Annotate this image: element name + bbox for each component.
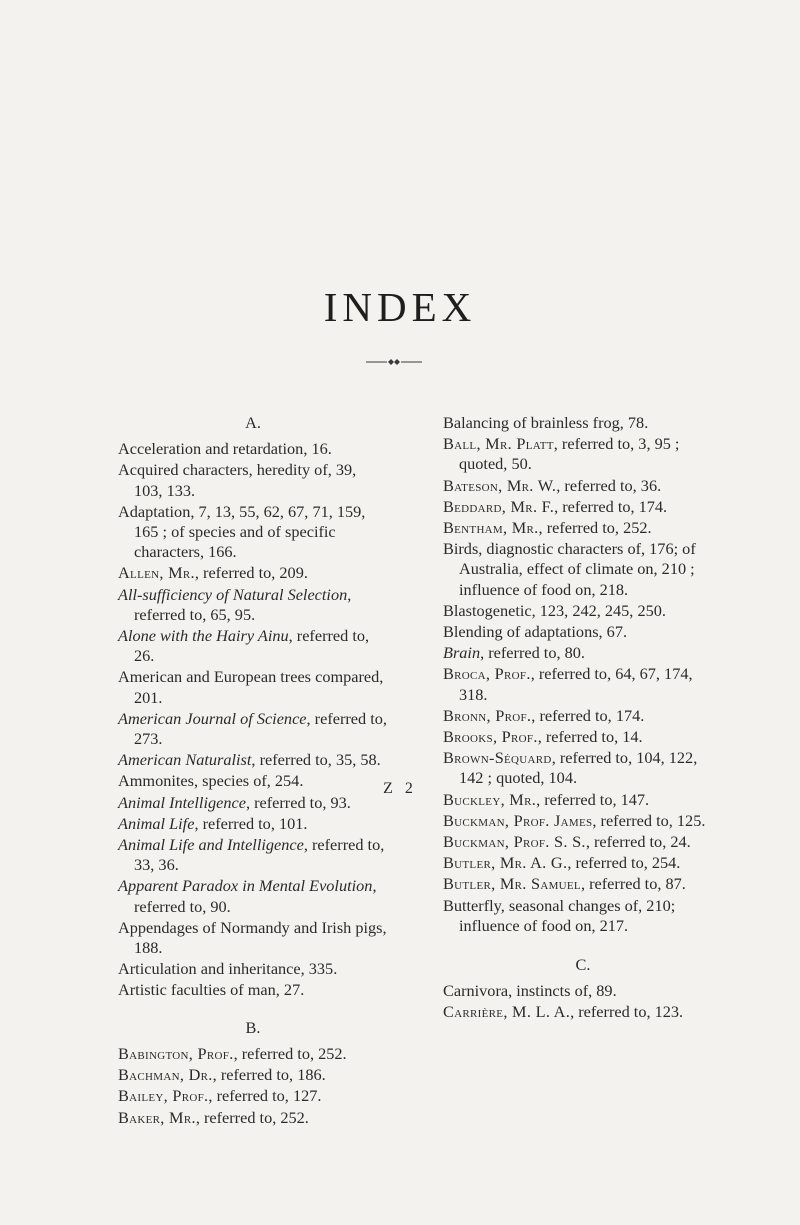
signature-mark: Z 2 [383,780,417,797]
index-entry [443,706,723,726]
index-entry [118,814,388,834]
entry-title: American Journal of Science [118,708,307,728]
entry-text: Butterfly, seasonal changes of, 210; influence of food on, 217. [443,895,676,935]
index-entry [443,434,723,474]
index-entry [443,981,723,1001]
entry-list-b-continued [443,413,723,936]
index-entry [443,476,723,496]
index-entry [118,667,388,707]
right-column [443,413,723,1024]
entry-text: , referred to, 80. [480,643,585,663]
entry-text: Adaptation, 7, 13, 55, 62, 67, 71, 159, 165 ; of species and of specific characters, 166. [118,501,366,562]
section-letter-a: A. [245,413,261,432]
entry-name: Brown-Séquard [443,748,552,768]
entry-name: Bronn, Prof. [443,705,532,725]
index-entry [443,601,723,621]
entry-text: Articulation and inheritance, 335. [118,959,338,979]
entry-title: All-sufficiency of Natural Selection [118,584,348,604]
entry-text: , referred to, 35, 58. [251,750,381,770]
entry-name: Bentham, Mr. [443,518,539,538]
entry-name: Bachman, Dr. [118,1065,213,1085]
entry-text: , referred to, 64, 67, 174, 318. [459,664,693,704]
entry-list-b [118,1044,388,1128]
entry-text: Birds, diagnostic characters of, 176; of Australia, effect of climate on, 210 ; influence of food on, 218. [443,539,696,599]
entry-title: American Naturalist [118,750,252,770]
entry-title: Brain [443,643,481,663]
entry-name: Carrière, M. L. A. [443,1002,571,1022]
entry-text: , referred to, 90. [134,876,377,916]
index-entry [118,1086,388,1106]
entry-text: , referred to, 254. [567,853,681,873]
index-entry [443,622,723,642]
ornament-divider-icon [366,356,422,368]
index-entry [118,563,388,583]
entry-text: , referred to, 36. [556,475,662,495]
entry-text: , referred to, 125. [592,810,706,830]
index-entry [118,1065,388,1085]
index-entry [443,497,723,517]
entry-name: Beddard, Mr. F. [443,496,555,516]
entry-text: , referred to, 104, 122, 142 ; quoted, 104. [459,748,698,788]
entry-text: , referred to, 273. [134,708,387,749]
page-title: INDEX [323,284,477,330]
entry-text: Acquired characters, heredity of, 39, 103, 133. [118,460,357,500]
index-entry [118,876,388,916]
entry-text: , referred to, 24. [585,832,691,852]
entry-name: Butler, Mr. A. G. [443,853,568,873]
entry-name: Ball, Mr. Platt [443,434,554,454]
entry-name: Broca, Prof. [443,664,531,684]
entry-name: Allen, Mr. [118,563,195,583]
index-entry [443,811,723,831]
entry-text: , referred to, 252. [538,518,652,538]
index-entry [118,709,388,749]
entry-text: , referred to, 87. [580,874,686,894]
entry-text: Blastogenetic, 123, 242, 245, 250. [443,600,666,620]
entry-text: , referred to, 123. [570,1002,684,1022]
index-entry [118,502,388,563]
index-entry [443,727,723,747]
index-entry [118,439,388,459]
index-entry [118,918,388,958]
index-entry [118,980,388,1000]
entry-name: Bateson, Mr. W. [443,475,557,495]
entry-text: , referred to, 252. [195,1107,309,1127]
index-entry [443,643,723,663]
index-entry [118,1044,388,1064]
section-letter-b: B. [245,1017,261,1037]
entry-name: Bailey, Prof. [118,1086,209,1106]
index-entry [118,585,388,625]
entry-title: Apparent Paradox in Mental Evolution [118,876,373,896]
entry-text: , referred to, 93. [245,792,351,812]
index-entry [118,835,388,875]
index-entry [118,750,388,770]
section-letter-c: C. [575,955,591,975]
entry-name: Baker, Mr. [118,1107,196,1127]
entry-title: Animal Life [118,813,195,833]
index-entry [443,1002,723,1022]
entry-text: , referred to, 3, 95 ; quoted, 50. [459,434,680,474]
entry-text: American and European trees compared, 201. [118,667,384,707]
entry-text: , referred to, 209. [194,563,308,583]
entry-text: , referred to, 33, 36. [134,835,385,875]
entry-name: Babington, Prof. [118,1043,234,1063]
entry-text: Blending of adaptations, 67. [443,622,628,642]
index-entry [443,896,723,936]
entry-name: Buckman, Prof. James [443,810,593,830]
entry-name: Brooks, Prof. [443,727,538,747]
entry-text: , referred to, 65, 95. [134,584,352,624]
index-entry [443,664,723,704]
index-entry [118,1108,388,1128]
index-entry [443,518,723,538]
entry-text: Carnivora, instincts of, 89. [443,981,617,1001]
entry-name: Butler, Mr. Samuel [443,874,581,894]
entry-list-c [443,981,723,1022]
index-entry [443,874,723,894]
entry-text: Acceleration and retardation, 16. [118,439,332,459]
entry-text: , referred to, 14. [537,727,643,747]
entry-text: , referred to, 186. [212,1065,326,1085]
entry-name: Buckman, Prof. S. S. [443,832,586,852]
index-entry [118,460,388,500]
index-entry [443,853,723,873]
entry-text: Artistic faculties of man, 27. [118,980,305,1000]
entry-text: , referred to, 101. [194,813,308,833]
index-entry [443,539,723,600]
entry-text: , referred to, 26. [134,626,370,666]
entry-text: , referred to, 174. [554,496,668,516]
entry-text: , referred to, 147. [536,789,650,809]
entry-name: Buckley, Mr. [443,789,537,809]
entry-title: Animal Intelligence [118,792,246,812]
entry-title: Alone with the Hairy Ainu [118,626,289,646]
entry-text: Appendages of Normandy and Irish pigs, 188. [118,917,387,958]
entry-text: Balancing of brainless frog, 78. [443,413,649,432]
index-entry [443,413,723,433]
index-entry [118,626,388,666]
index-entry [118,959,388,979]
entry-text: , referred to, 174. [531,705,645,725]
entry-list-a [118,439,388,1000]
entry-text: , referred to, 252. [233,1043,347,1063]
entry-text: Ammonites, species of, 254. [118,771,304,791]
entry-title: Animal Life and Intelligence [118,835,304,855]
index-entry [443,832,723,852]
left-column [118,413,388,1129]
entry-text: , referred to, 127. [208,1086,322,1106]
